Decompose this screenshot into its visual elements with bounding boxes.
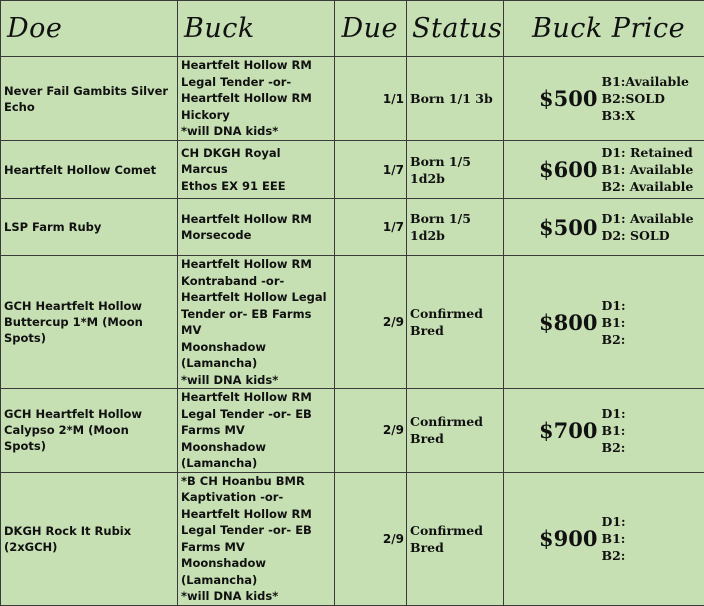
status-cell [407,199,504,256]
buck-line: Moonshadow [181,339,331,356]
status-cell [407,472,504,605]
buck-line: Heartfelt Hollow Legal [181,289,331,306]
header-doe: Doe [1,1,178,57]
doe-cell: LSP Farm Ruby [1,199,178,256]
header-price: Buck Price [504,1,704,57]
table-row [1,256,704,389]
buck-line: *will DNA kids* [181,123,331,140]
price-cell: $700 [504,389,600,473]
buck-cell [178,472,335,605]
buck-line: (Lamancha) [181,572,331,589]
buck-line: *will DNA kids* [181,588,331,605]
status-cell [407,256,504,389]
table-row [1,199,704,256]
availability-cell [600,199,704,256]
status-line: Bred [410,430,500,447]
header-buck: Buck [178,1,335,57]
availability-line: D1: [602,405,702,422]
buck-line: Heartfelt Hollow RM [181,506,331,523]
availability-line: D1: [602,297,702,314]
buck-line: (Lamancha) [181,455,331,472]
buck-line: Hickory [181,107,331,124]
buck-cell [178,256,335,389]
status-line: Bred [410,539,500,556]
status-line: Born 1/5 [410,210,500,227]
price-cell: $800 [504,256,600,389]
due-cell: 1/7 [335,199,407,256]
buck-line: Ethos EX 91 EEE [181,178,331,195]
buck-line: *B CH Hoanbu BMR [181,473,331,490]
due-cell: 1/1 [335,57,407,141]
status-line: Confirmed [410,413,500,430]
doe-cell: Heartfelt Hollow Comet [1,141,178,199]
buck-line: *will DNA kids* [181,372,331,389]
buck-line: Heartfelt Hollow RM [181,211,331,228]
availability-line: B1: Available [602,161,702,178]
availability-cell [600,472,704,605]
status-line: Born 1/1 3b [410,90,500,107]
header-status: Status [407,1,504,57]
buck-cell [178,57,335,141]
availability-line: B1: [602,422,702,439]
buck-cell [178,199,335,256]
availability-cell [600,389,704,473]
due-cell: 2/9 [335,256,407,389]
availability-line: B2: [602,331,702,348]
buck-line: Legal Tender -or- [181,74,331,91]
status-cell [407,141,504,199]
availability-line: B1: [602,314,702,331]
status-line: Bred [410,322,500,339]
availability-line: B2: [602,439,702,456]
availability-cell [600,57,704,141]
buck-line: Farms MV Moonshadow [181,539,331,572]
status-line: Confirmed [410,522,500,539]
price-cell: $900 [504,472,600,605]
status-cell [407,389,504,473]
status-cell [407,57,504,141]
availability-line: D2: SOLD [602,227,702,244]
buck-line: Heartfelt Hollow RM [181,90,331,107]
buck-line: Tender or- EB Farms MV [181,306,331,339]
price-cell: $500 [504,57,600,141]
doe-cell: GCH Heartfelt Hollow Buttercup 1*M (Moon Spots) [1,256,178,389]
table-row [1,141,704,199]
availability-cell [600,256,704,389]
buck-line: Kaptivation -or- [181,489,331,506]
doe-cell: Never Fail Gambits Silver Echo [1,57,178,141]
header-due: Due [335,1,407,57]
table-row [1,472,704,605]
price-cell: $600 [504,141,600,199]
status-line: 1d2b [410,227,500,244]
buck-line: Farms MV Moonshadow [181,422,331,455]
buck-line: Legal Tender -or- EB [181,522,331,539]
buck-line: Kontraband -or- [181,273,331,290]
due-cell: 2/9 [335,472,407,605]
buck-line: (Lamancha) [181,355,331,372]
table-row [1,389,704,473]
buck-cell [178,389,335,473]
price-cell: $500 [504,199,600,256]
doe-cell: DKGH Rock It Rubix (2xGCH) [1,472,178,605]
availability-line: D1: [602,513,702,530]
header-row [1,1,704,57]
availability-line: B1:Available [602,73,702,90]
availability-line: B2: [602,547,702,564]
availability-cell [600,141,704,199]
status-line: 1d2b [410,170,500,187]
availability-line: D1: Available [602,210,702,227]
doe-cell: GCH Heartfelt Hollow Calypso 2*M (Moon Spots) [1,389,178,473]
availability-line: B2:SOLD [602,90,702,107]
status-line: Born 1/5 [410,153,500,170]
availability-line: B2: Available [602,178,702,195]
status-line: Confirmed [410,305,500,322]
due-cell: 2/9 [335,389,407,473]
buck-line: Heartfelt Hollow RM [181,256,331,273]
buck-line: Morsecode [181,227,331,244]
buck-line: Heartfelt Hollow RM [181,389,331,406]
availability-line: B1: [602,530,702,547]
due-cell: 1/7 [335,141,407,199]
buck-cell [178,141,335,199]
buck-line: Legal Tender -or- EB [181,406,331,423]
table-row [1,57,704,141]
availability-line: D1: Retained [602,144,702,161]
buck-line: CH DKGH Royal Marcus [181,145,331,178]
buck-line: Heartfelt Hollow RM [181,57,331,74]
availability-line: B3:X [602,107,702,124]
